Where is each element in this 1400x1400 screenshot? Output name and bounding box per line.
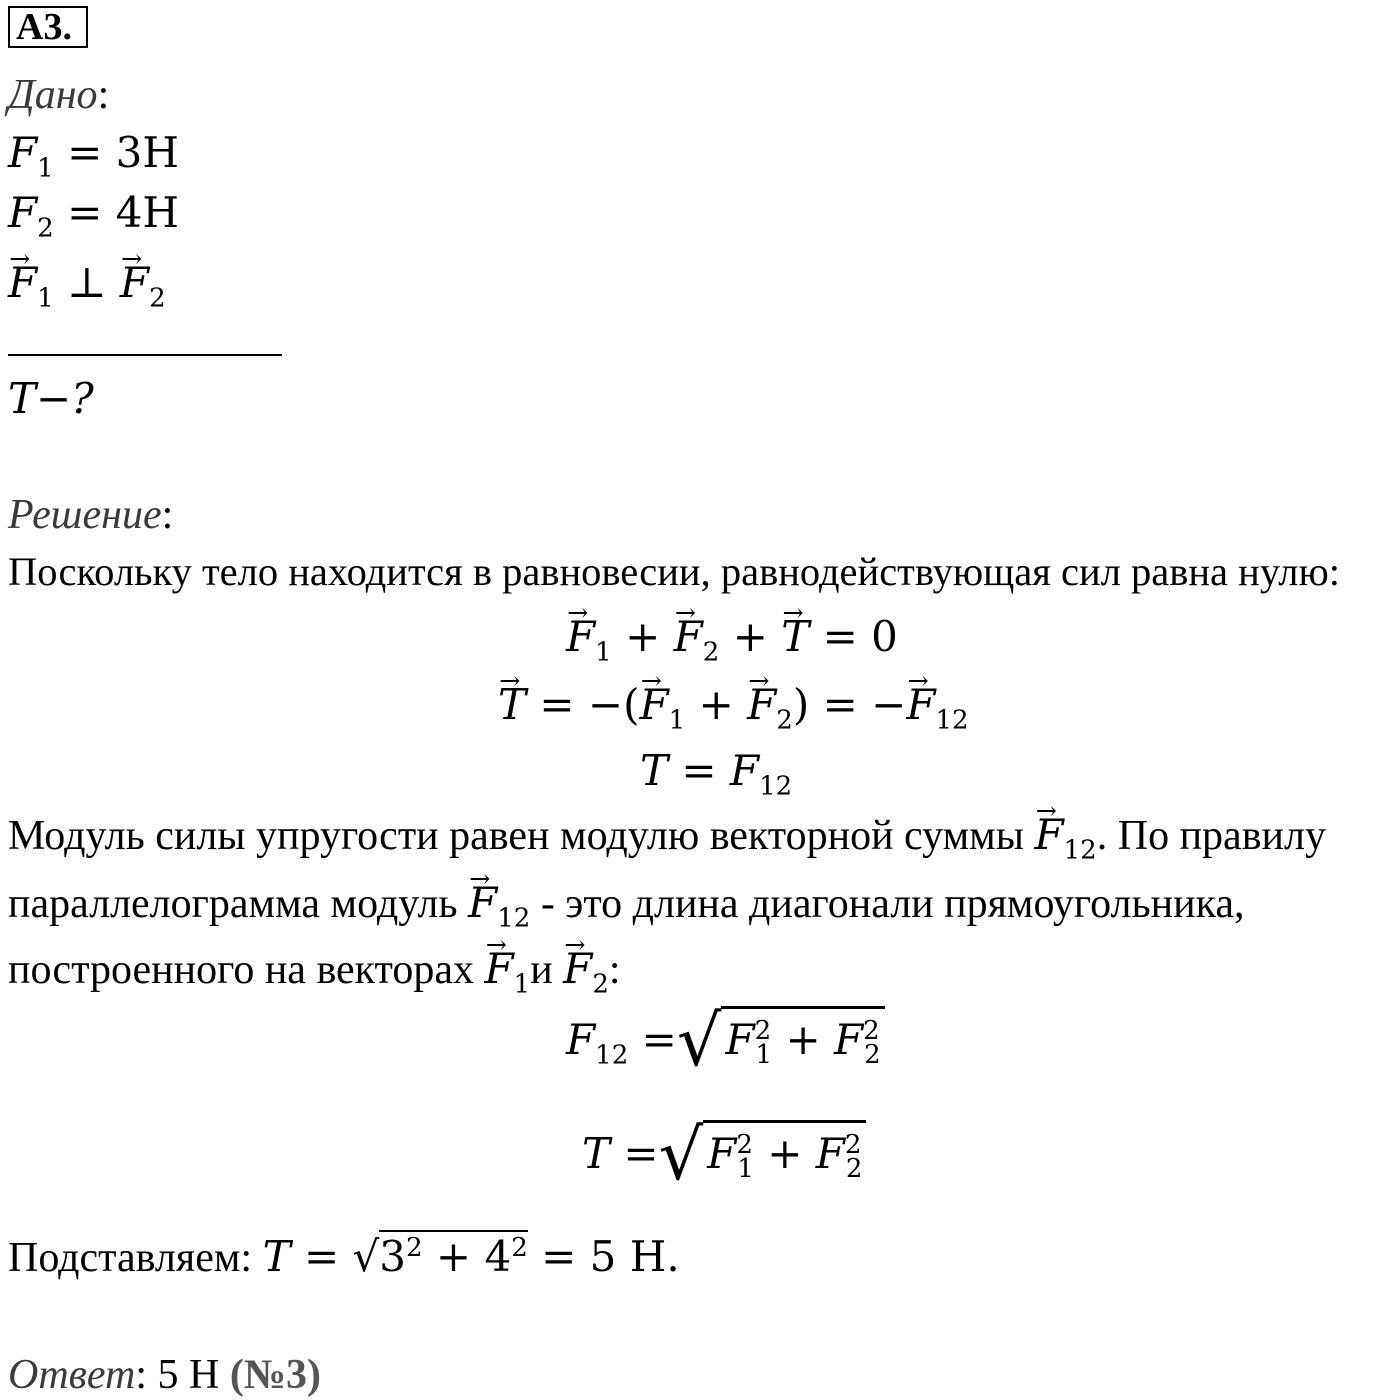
f2-subscript: 2 [37, 213, 54, 244]
perpendicular-sign: ⊥ [53, 258, 120, 307]
given-colon: : [97, 72, 110, 118]
sqrt-sign-1: √ $F^2_1 + F^2_2$ [677, 1006, 885, 1077]
equation-equilibrium: → $F_1$ + → $F_2$ + → T = 0 [566, 616, 898, 658]
sqrt-sign-2: √ $F^2_1 + F^2_2$ [659, 1120, 867, 1191]
formula-t-root: T = √ $F^2_1 + F^2_2$ [582, 1120, 866, 1191]
given-title: Дано [8, 72, 98, 118]
given-heading [8, 74, 109, 116]
f1-value: = 3Н [53, 128, 179, 177]
f2-value: = 4Н [53, 188, 179, 237]
given-f1 [8, 128, 179, 184]
solution-intro: Поскольку тело находится в равновесии, равнодействующая сил равна нулю: [8, 549, 1341, 594]
equation-tension-magnitude: $T = F_{12}$ [640, 746, 793, 802]
substitution-result: = 5 Н. [527, 1232, 680, 1281]
unknown: T−? [8, 374, 94, 423]
f1-subscript: 1 [37, 153, 54, 184]
f1-symbol: F [8, 128, 38, 177]
given-f2 [8, 188, 179, 244]
equation-tension-vector: → T = −(→ $F_1$ + → $F_2$) = −→ $F_{12}$ [498, 684, 969, 726]
vec-f12-inline: → F [1034, 814, 1063, 856]
solution-colon: : [161, 492, 174, 538]
formula-f12-root: $F_{12}$ = √ $F^2_1 + F^2_2$ [566, 1006, 885, 1077]
solution-title: Решение [8, 492, 162, 538]
solution-heading [8, 494, 173, 536]
answer-value: 5 Н [146, 1352, 230, 1398]
vec-f2-symbol: → F [120, 262, 149, 304]
substitution-label: Подставляем: [8, 1235, 263, 1281]
problem-number: А3. [16, 6, 72, 48]
f2-symbol: F [8, 188, 38, 237]
given-perpendicular: → $F_1$ ⊥ → $F_2$ [8, 262, 166, 305]
paragraph-line-1: Модуль силы упругости равен модулю векторной суммы → $F_{12}$. По правилу [8, 814, 1326, 857]
substitution-line: Подставляем: $T = √3^2 + 4^2 = 5$ Н. [8, 1232, 680, 1281]
answer-reference: (№3) [229, 1352, 322, 1398]
answer-label: Ответ [8, 1352, 136, 1398]
paragraph-line-2: параллелограмма модуль → $F_{12}$ - это длина диагонали прямоугольника, [8, 882, 1245, 925]
paragraph-line-3: построенного на векторах → $F_1и \to F_2$: [8, 948, 621, 991]
given-divider [8, 354, 282, 356]
answer-line: Ответ: 5 Н (№3) [8, 1352, 322, 1398]
vec-f1-symbol: → F [8, 262, 37, 304]
